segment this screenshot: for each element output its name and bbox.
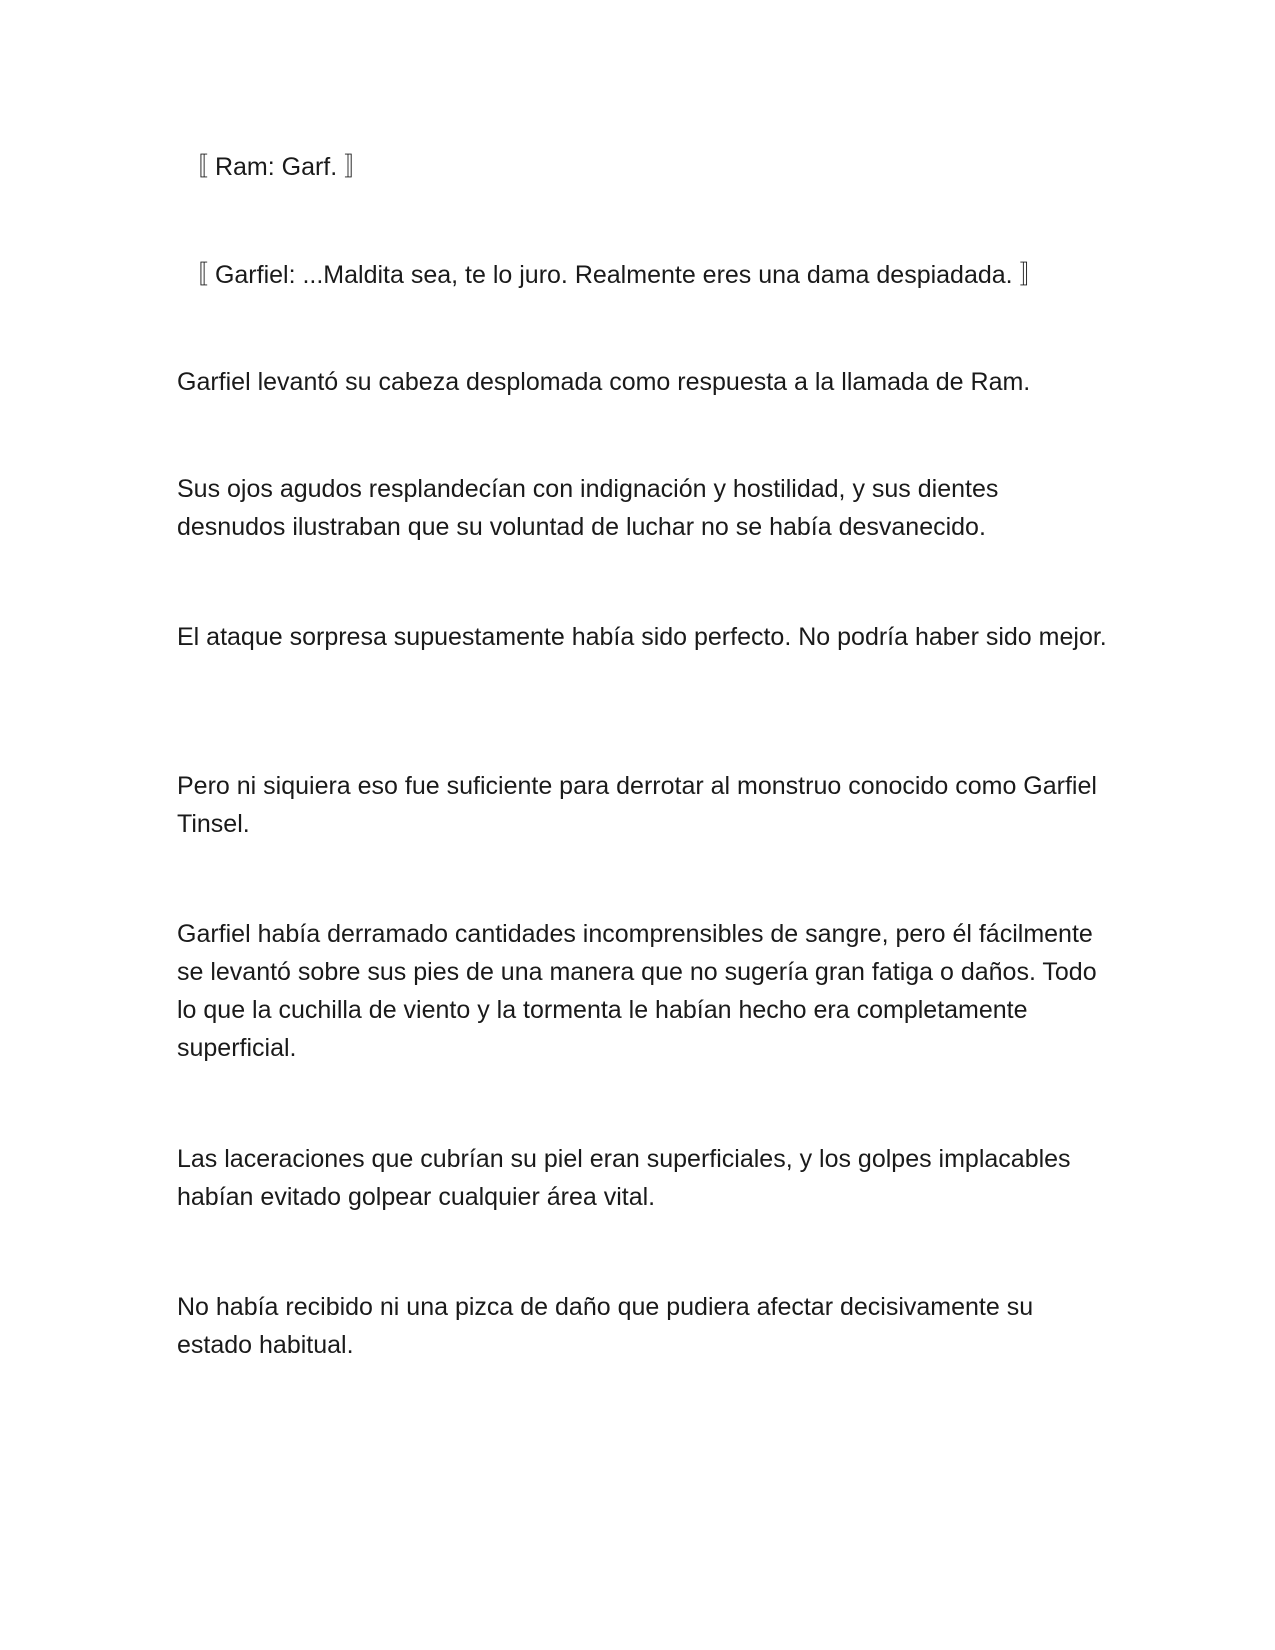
paragraph-3: El ataque sorpresa supuestamente había sido perfecto. No podría haber sido mejor.: [177, 623, 1107, 651]
paragraph-4: Pero ni siquiera eso fue suficiente para derrotar al monstruo conocido como Garfiel Tinsel.: [177, 772, 1097, 838]
paragraph-1: Garfiel levantó su cabeza desplomada como respuesta a la llamada de Ram.: [177, 368, 1031, 396]
paragraph-2: Sus ojos agudos resplandecían con indignación y hostilidad, y sus dientes desnudos ilustraban que su voluntad de luchar no se había desvanecido.: [177, 475, 999, 541]
dialogue-line-ram: 〚 Ram: Garf. 〛: [183, 153, 370, 181]
dialogue-line-garfiel: 〚 Garfiel: ...Maldita sea, te lo juro. Realmente eres una dama despiadada. 〛: [183, 261, 1045, 289]
paragraph-6: Las laceraciones que cubrían su piel eran superficiales, y los golpes implacables habían evitado golpear cualquier área vital.: [177, 1145, 1071, 1211]
paragraph-5: Garfiel había derramado cantidades incomprensibles de sangre, pero él fácilmente se levantó sobre sus pies de una manera que no sugería gran fatiga o daños. Todo lo que la cuchilla de viento y la tormenta le habían hecho era completamente superficial.: [177, 920, 1097, 1062]
paragraph-7: No había recibido ni una pizca de daño que pudiera afectar decisivamente su estado habitual.: [177, 1293, 1034, 1359]
